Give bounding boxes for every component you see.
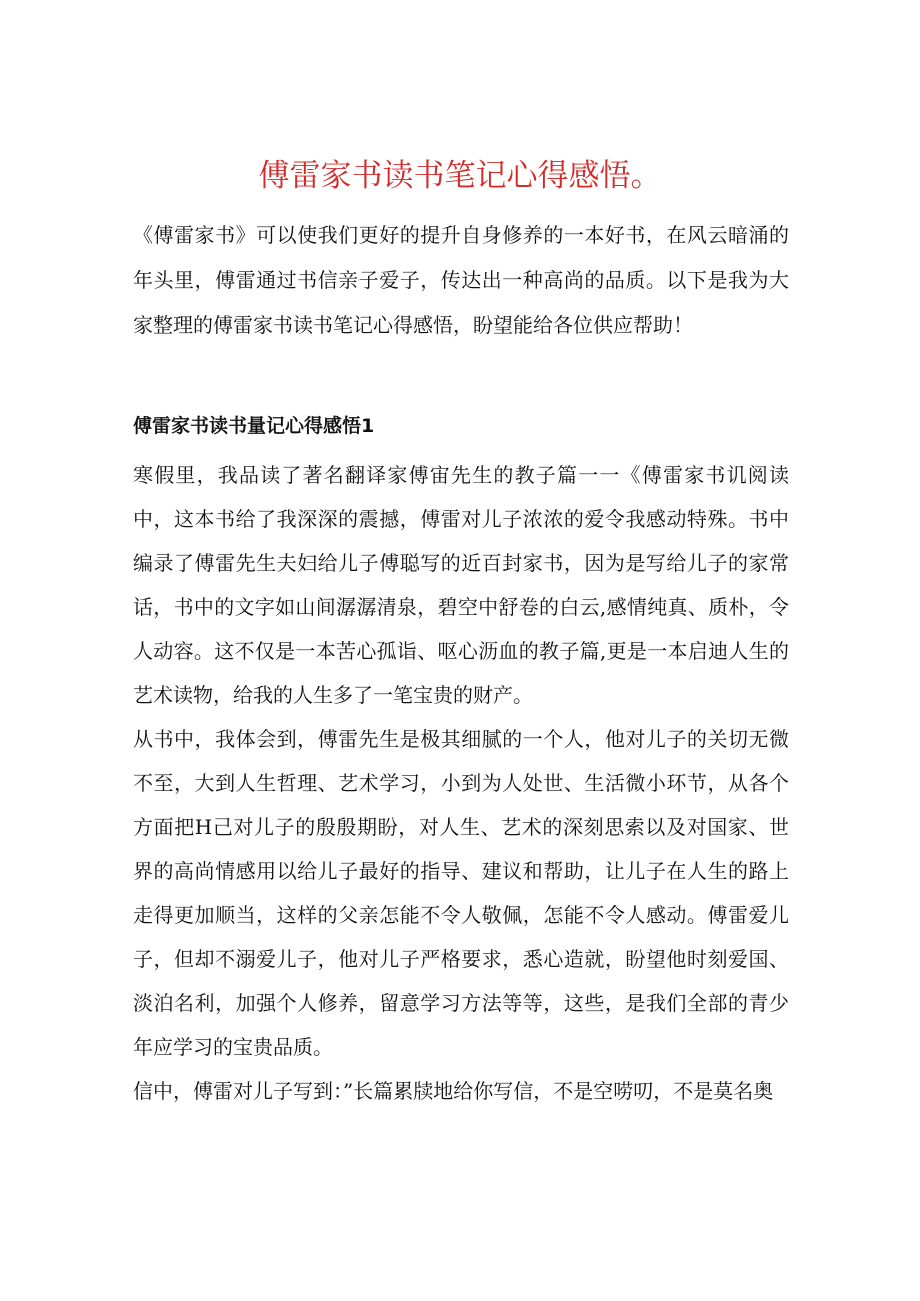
section-heading: 傅雷家书读书量记心得感悟1 [133, 415, 375, 437]
body-paragraph: 寒假里，我品读了著名翻译家傅宙先生的教子篇一一《傅雷家书讥阅读中，这本书给了我深深的震撼，傅雷对儿子浓浓的爱令我感动特殊。书中编录了傅雷先生夫妇给儿子傅聪写的近百封家书，因为是写给儿子的家常话，书中的文字如山间潺潺清泉，碧空中舒卷的白云,感情纯真、质朴，令人动容。这不仅是一本苦心孤诣、呕心沥血的教子篇,更是一本启迪人生的艺术读物，给我的人生多了一笔宝贵的财产。 [133, 463, 789, 707]
body-paragraph: 从书中，我体会到，傅雷先生是极其细腻的一个人，他对儿子的关切无微不至，大到人生哲理、艺术学习，小到为人处世、生活微小环节，从各个方面把H己对儿子的殷殷期盼，对人生、艺术的深刻思索以及对国家、世界的高尚情感用以给儿子最好的指导、建议和帮助，让儿子在人生的路上走得更加顺当，这样的父亲怎能不令人敬佩，怎能不令人感动。傅雷爱儿子，但却不溺爱儿子，他对儿子严格要求，悉心造就，盼望他时刻爱国、淡泊名利，加强个人修养，留意学习方法等等，这些，是我们全部的青少年应学习的宝贵品质。 [133, 727, 789, 1059]
intro-paragraph: 《傅雷家书》可以使我们更好的提升自身修养的一本好书，在风云暗涌的年头里，傅雷通过书信亲子爱子，传达出一种高尚的品质。以下是我为大家整理的傅雷家书读书笔记心得感悟，盼望能给各位供应帮助！ [133, 223, 789, 337]
body-paragraph: 信中，傅雷对儿子写到：”长篇累牍地给你写信，不是空唠叨，不是莫名奥 [133, 1079, 774, 1103]
document-body [133, 453, 789, 1113]
document-title: 傅雷家书读书笔记心得感悟。 [258, 157, 662, 194]
